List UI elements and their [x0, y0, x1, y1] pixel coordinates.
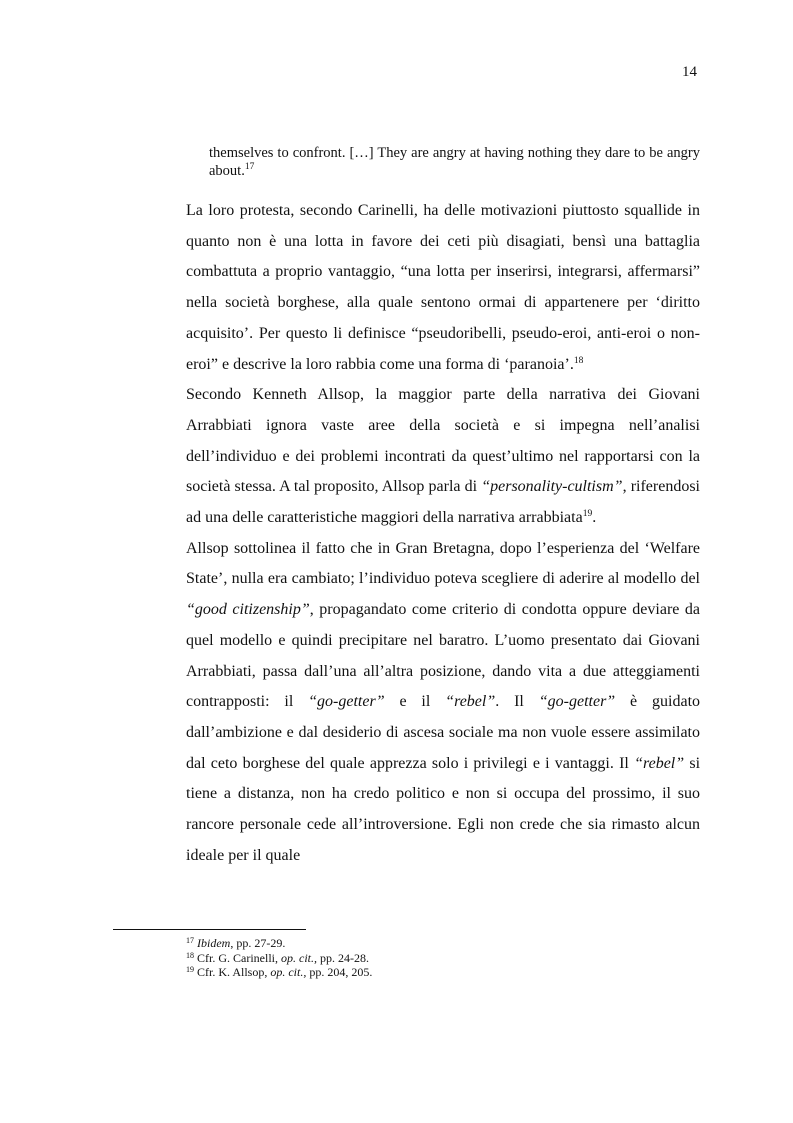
text-run: La loro protesta, secondo Carinelli, ha delle motivazioni piuttosto squallide in quanto non è una lotta in favore dei ceti più disagiati, bensì una battaglia combattuta a proprio vantaggio, “una lotta per inserirsi, integrarsi, affermarsi” nella società borghese, alla quale sentono ormai di appartenere per ‘diritto acquisito’. Per questo li definisce “pseudoribelli, pseudo-eroi, anti-eroi o non-eroi” e descrive la loro rabbia come una forma di ‘paranoia’. [186, 202, 700, 373]
text-run: pp. 24-28. [317, 950, 369, 965]
footnote-number: 17 [186, 936, 194, 945]
text-run: . [592, 509, 597, 527]
text-run: Cfr. G. Carinelli, [197, 950, 281, 965]
italic-text: op. cit., [270, 965, 307, 979]
text-run: , riferendosi ad una delle caratteristiche maggiori della narrativa arrabbiata [186, 478, 700, 527]
text-run: , propagandato come criterio di condotta oppure deviare da quel modello e quindi precipitare nel baratro. L’uomo presentato dai Giovani Arrabbiati, passa dall’una all’altra posizione, dando vita a due atteggiamenti contrapposti: il [186, 601, 701, 711]
paragraph [186, 534, 700, 872]
italic-text: “go-getter” [308, 693, 385, 711]
text-run: è guidato dall’ambizione e dal desiderio di ascesa sociale ma non vuole essere assimilato dal ceto borghese del quale apprezza solo i privilegi e i vantaggi. Il [186, 693, 701, 772]
footnote-ref: 19 [582, 509, 593, 520]
text-run: Allsop sottolinea il fatto che in Gran Bretagna, dopo l’esperienza del ‘Welfare State’, nulla era cambiato; l’individuo poteva scegliere di aderire al modello del [186, 539, 700, 588]
footnote-separator [113, 929, 306, 930]
italic-text: Ibidem [197, 936, 231, 950]
italic-text: “go-getter” [538, 693, 616, 711]
footnote [186, 965, 700, 980]
italic-text: “rebel” [445, 693, 496, 711]
paragraph [186, 196, 700, 380]
block-quote [209, 144, 700, 180]
footnote [186, 951, 700, 966]
footnote-ref: 18 [573, 355, 584, 366]
footnotes [186, 936, 700, 980]
text-run: pp. 204, 205. [306, 965, 373, 979]
text-run: e il [384, 693, 446, 711]
paragraph [186, 380, 700, 534]
text-run: Secondo Kenneth Allsop, la maggior parte della narrativa dei Giovani Arrabbiati ignora vaste aree della società e si impegna nell’analisi dell’individuo e dei problemi incontrati da quest’ultimo nel rapportarsi con la società stessa. A tal proposito, Allsop parla di [186, 386, 700, 496]
text-run: . Il [495, 693, 539, 711]
block-quote-text: themselves to confront. […] They are angry at having nothing they dare to be angry about. [209, 145, 700, 179]
footnote-ref-17: 17 [244, 162, 255, 172]
italic-text: “good citizenship” [186, 601, 310, 619]
text-run: Cfr. K. Allsop, [197, 965, 271, 979]
italic-text: “rebel” [634, 754, 685, 772]
italic-text: op. cit., [281, 950, 317, 965]
footnote-number: 19 [186, 965, 194, 974]
text-run: si tiene a distanza, non ha credo politico e non si occupa del prossimo, il suo rancore personale cede all’introversione. Egli non crede che sia rimasto alcun ideale per il quale [186, 754, 701, 864]
footnote [186, 936, 700, 951]
italic-text: “personality-cultism” [481, 478, 623, 496]
page-number: 14 [682, 64, 697, 80]
text-run: , pp. 27-29. [230, 936, 286, 950]
body-text [186, 196, 700, 871]
footnote-number: 18 [186, 950, 194, 960]
